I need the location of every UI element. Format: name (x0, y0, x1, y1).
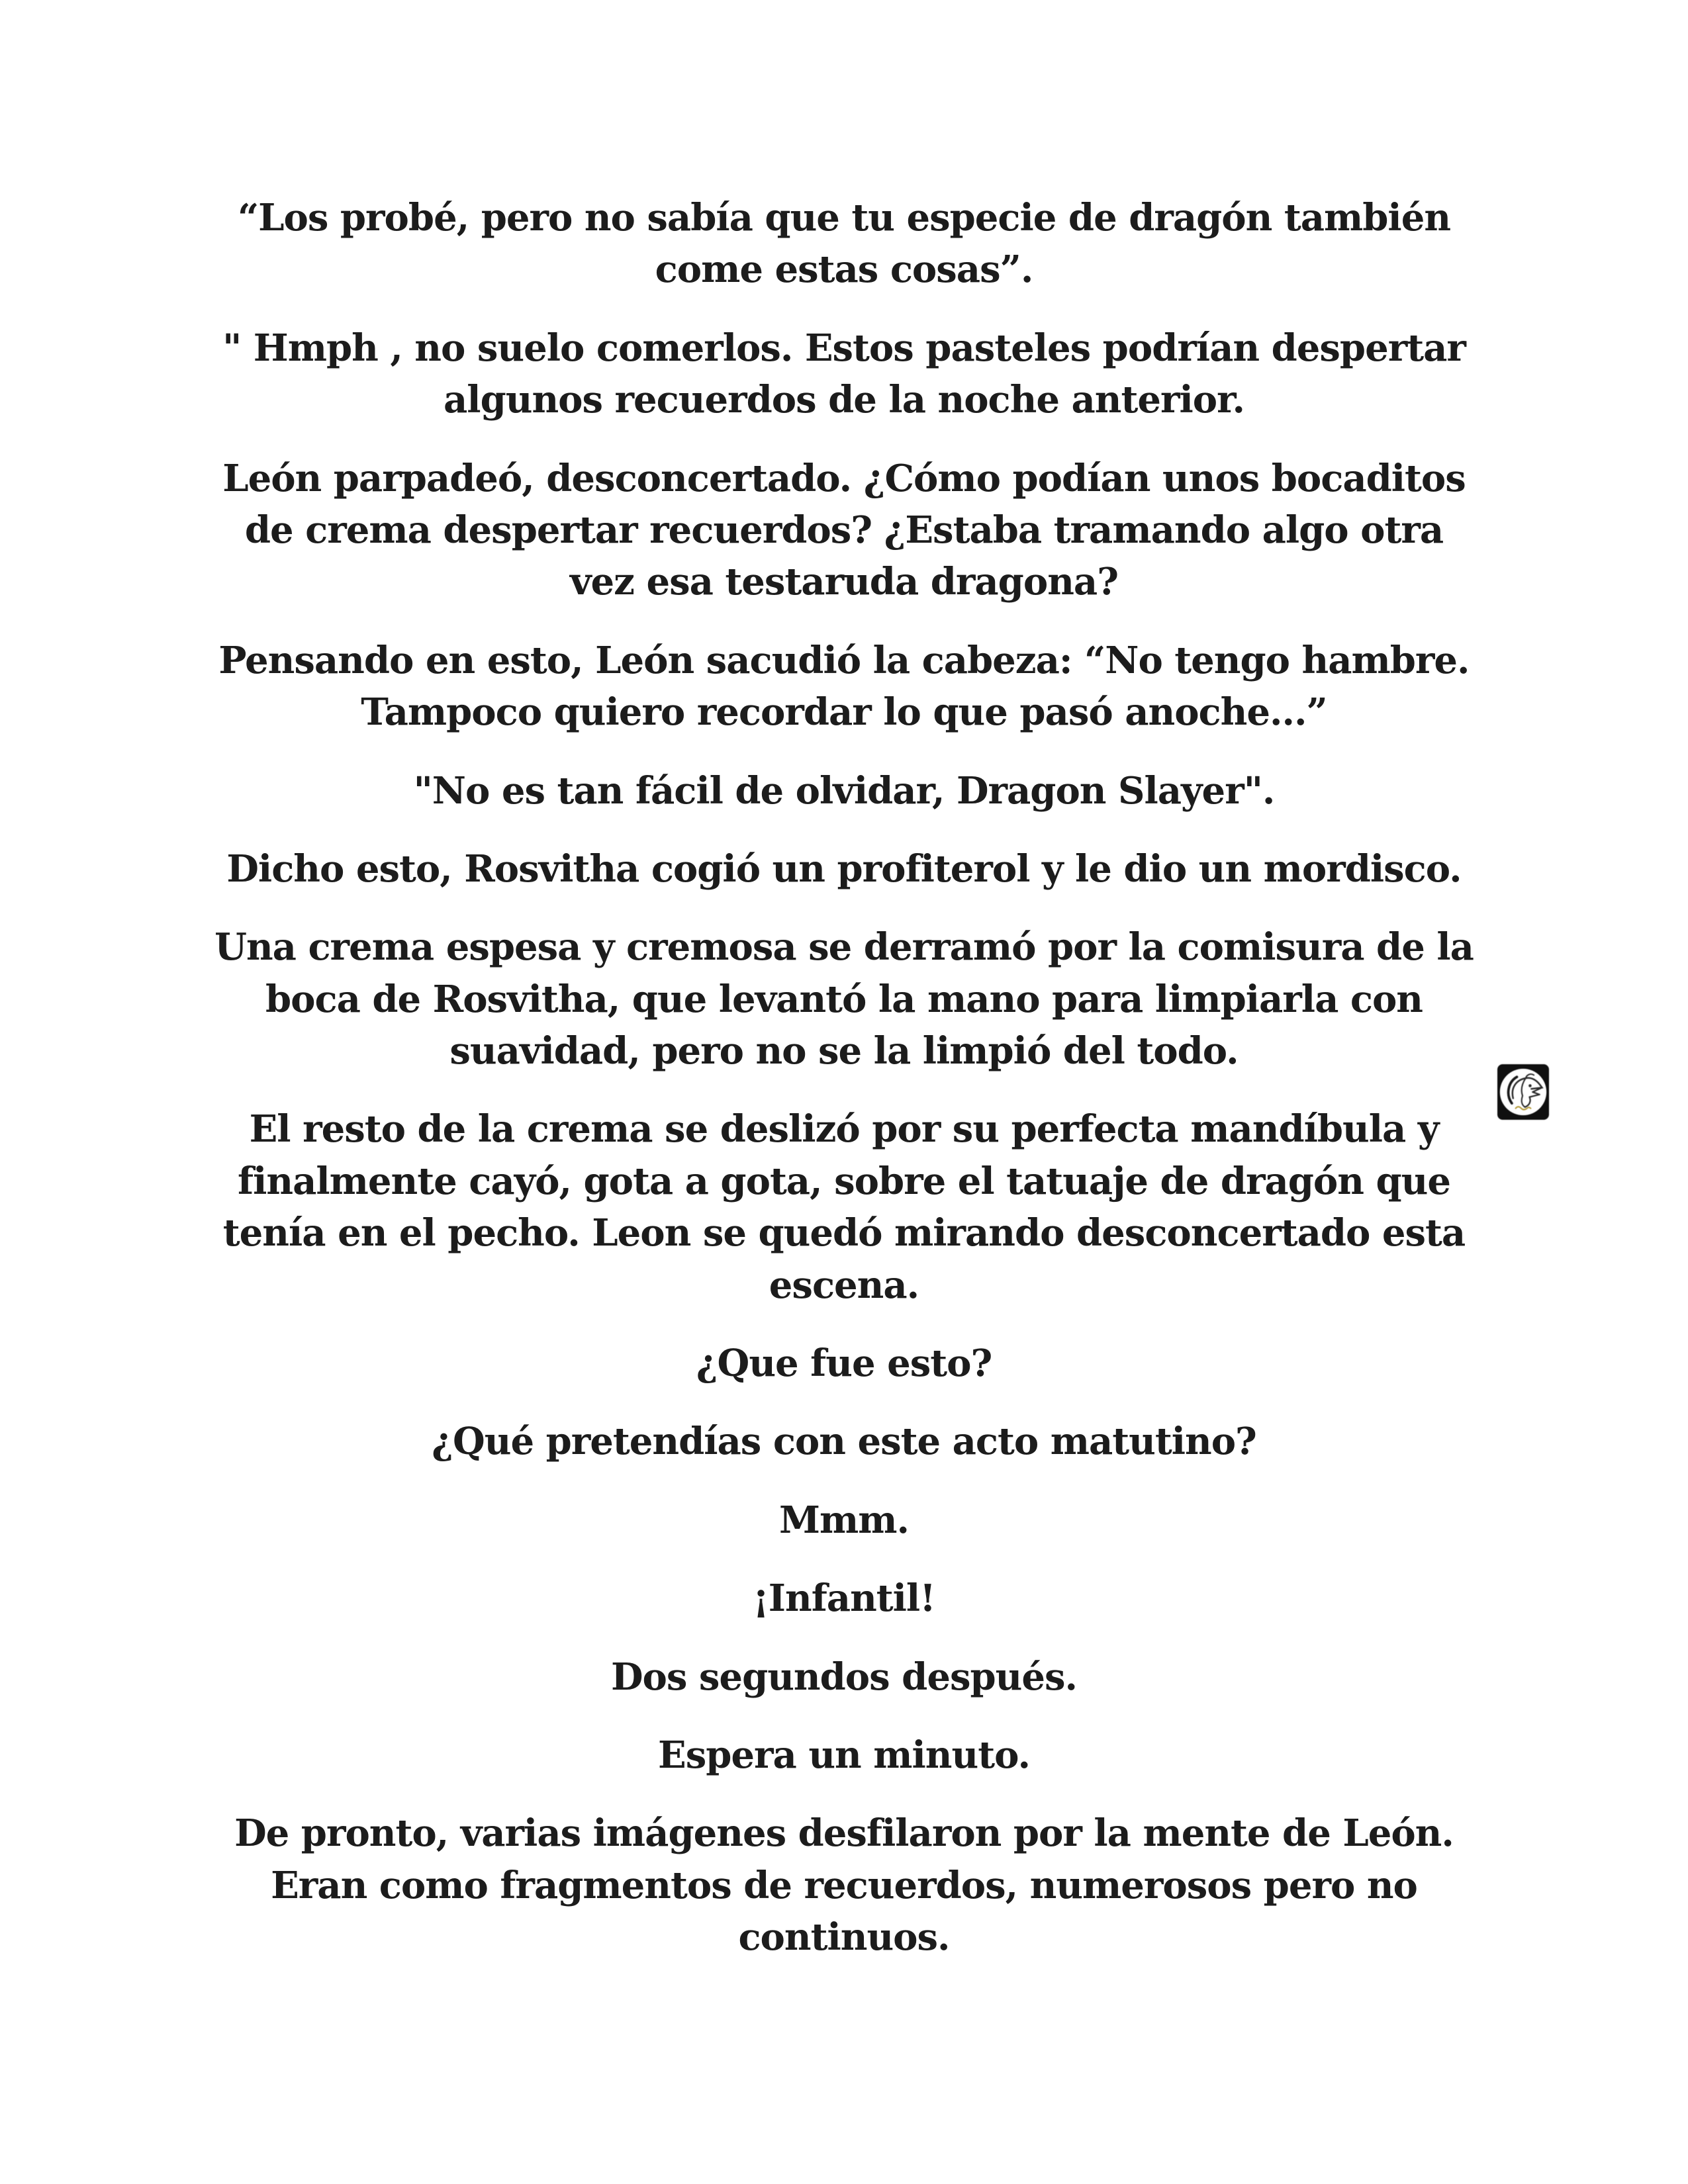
paragraph: El resto de la crema se deslizó por su perfecta mandíbula y finalmente cayó, gota a gota, sobre el tatuaje de dragón que tenía en el pecho. Leon se quedó mirando desconcertado esta escena. (222, 1107, 1466, 1307)
paragraph: Dos segundos después. (610, 1655, 1078, 1699)
paragraph: " Hmph , no suelo comerlos. Estos pasteles podrían despertar algunos recuerdos de la noche anterior. (222, 326, 1466, 422)
story-text-column (209, 192, 1479, 1990)
paragraph: ¿Qué pretendías con este acto matutino? (432, 1420, 1256, 1464)
dragon-head-icon (1498, 1066, 1548, 1118)
paragraph: ¿Que fue esto? (696, 1342, 992, 1386)
paragraph: “Los probé, pero no sabía que tu especie de dragón también come estas cosas”. (237, 196, 1451, 292)
dragon-badge (1497, 1064, 1549, 1120)
paragraph: Mmm. (779, 1498, 909, 1542)
paragraph: Una crema espesa y cremosa se derramó por la comisura de la boca de Rosvitha, que levantó la mano para limpiarla con suavidad, pero no se la limpió del todo. (214, 925, 1474, 1073)
paragraph: "No es tan fácil de olvidar, Dragon Slayer". (413, 768, 1275, 813)
paragraph: De pronto, varias imágenes desfilaron por la mente de León. Eran como fragmentos de recuerdos, numerosos pero no continuos. (234, 1811, 1454, 1960)
paragraph: Pensando en esto, León sacudió la cabeza: “No tengo hambre. Tampoco quiero recordar lo que pasó anoche...” (218, 638, 1470, 735)
paragraph: Espera un minuto. (658, 1733, 1030, 1777)
paragraph: León parpadeó, desconcertado. ¿Cómo podían unos bocaditos de crema despertar recuerdos? ¿Estaba tramando algo otra vez esa testaruda dragona? (222, 456, 1466, 604)
paragraph: Dicho esto, Rosvitha cogió un profiterol y le dio un mordisco. (226, 846, 1462, 891)
paragraph: ¡Infantil! (753, 1576, 935, 1621)
